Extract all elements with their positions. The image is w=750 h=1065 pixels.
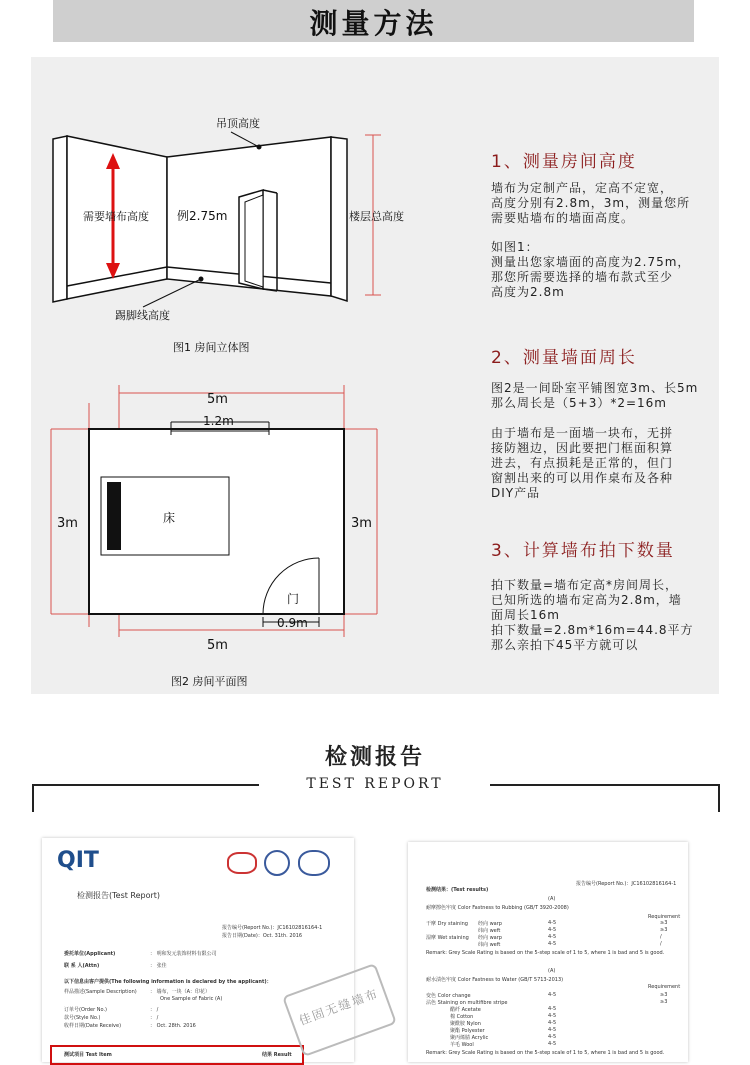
- plan-bottom-width: 5m: [207, 638, 228, 653]
- doc2-report-no: 报告编号(Report No.)：JC16102816164-1: [576, 881, 677, 887]
- door-width-label: 0.9m: [277, 616, 308, 630]
- doc2-color-change: 变色 Color change: [426, 993, 471, 999]
- doc1-report-no: 报告编号(Report No.)：JC16102816164-1: [222, 925, 323, 931]
- test-report-page1: [42, 838, 381, 1062]
- doc2-remark1: Remark: Grey Scale Rating is based on the 5-step scale of 1 to 5, where 1 is bad and 5 is good.: [426, 950, 665, 956]
- window-width-label: 1.2m: [203, 414, 234, 428]
- doc1-heading: 检测报告(Test Report): [77, 891, 161, 900]
- report-subtitle: TEST REPORT: [306, 776, 444, 792]
- doc1-test-item: 测试项目 Test Item: [64, 1052, 112, 1058]
- doc2-dry-warp: 经向 warp: [478, 921, 502, 927]
- doc1-date: 报告日期(Date)：Oct. 31th. 2016: [222, 933, 303, 939]
- cma-seal-icon: [227, 852, 257, 874]
- doc2-acrylic: 聚丙烯腈 Acrylic: [450, 1035, 489, 1041]
- plan-left-height: 3m: [57, 516, 78, 531]
- test-report-page2: [408, 842, 688, 1062]
- doc2-wet-weft-grade: 4-5: [548, 941, 557, 947]
- doc2-color-change-grade: 4-5: [548, 992, 557, 998]
- wall-height-label: 需要墙布高度: [83, 210, 149, 223]
- doc2-multifibre-req: ≥3: [660, 999, 668, 1005]
- doc2-remark2: Remark: Grey Scale Rating is based on the 5-step scale of 1 to 5, where 1 is bad and 5 is good.: [426, 1050, 665, 1056]
- bed-headboard: [107, 482, 121, 550]
- doc2-wet-warp: 经向 warp: [478, 935, 502, 941]
- doc1-receive-value: ： Oct. 28th. 2016: [150, 1023, 196, 1029]
- report-bracket-right: [490, 784, 720, 812]
- doc2-color-change-req: ≥3: [660, 992, 668, 998]
- doc1-attn-value: ： 张佳: [150, 963, 167, 969]
- doc2-wool: 羊毛 Wool: [450, 1042, 474, 1048]
- figure1-caption: 图1 房间立体图: [173, 341, 250, 354]
- doc2-wool-grade: 4-5: [548, 1041, 557, 1047]
- section1-example: 如图1： 测量出您家墙面的高度为2.75m， 那您所需要选择的墙布款式至少 高度为2.8m: [491, 240, 691, 299]
- doc1-order-value: ： /: [150, 1007, 159, 1013]
- section1-title: 1、测量房间高度: [491, 152, 637, 172]
- doc2-rubbing: 耐摩擦色牢度 Color Fastness to Rubbing (GB/T 3920-2008): [426, 905, 569, 911]
- doc2-dry-warp-req: ≥3: [660, 920, 668, 926]
- doc2-a2: (A): [548, 968, 556, 974]
- section3-body: 拍下数量=墙布定高*房间周长， 已知所选的墙布定高为2.8m，墙 面周长16m 拍下数量=2.8m*16m=44.8平方 那么亲拍下45平方就可以: [491, 578, 694, 652]
- doc2-acetate: 醋纤 Acetate: [450, 1007, 481, 1013]
- doc1-attn-label: 联 系 人(Attn): [64, 963, 100, 969]
- doc2-dry: 干摩 Dry staining: [426, 921, 468, 927]
- doc2-requirement1: Requirement: [648, 914, 681, 920]
- section2-example: 由于墙布是一面墙一块布，无拼 接防翘边，因此要把门框面积算 进去，有点损耗是正常的，但门 窗割出来的可以用作桌布及各种 DIY产品: [491, 426, 674, 500]
- section3-title: 3、计算墙布拍下数量: [491, 541, 675, 561]
- doc1-declared: 以下信息由客户提供(The following information is declared by the applicant)：: [64, 979, 272, 985]
- doc2-wet-weft: 纬向 weft: [478, 942, 501, 948]
- plan-right-height: 3m: [351, 516, 372, 531]
- doc2-dry-weft: 纬向 weft: [478, 928, 501, 934]
- doc1-sample-value2: One Sample of Fabric (A): [160, 996, 223, 1002]
- doc1-applicant-value: ： 明和发元装饰材料有限公司: [150, 951, 217, 957]
- doc2-cotton-grade: 4-5: [548, 1013, 557, 1019]
- doc2-cotton: 棉 Cotton: [450, 1014, 474, 1020]
- doc2-acetate-grade: 4-5: [548, 1006, 557, 1012]
- ceiling-height-label: 吊顶高度: [216, 117, 260, 130]
- doc2-a1: (A): [548, 896, 556, 902]
- doc1-sample-label: 样品描述(Sample Description): [64, 989, 137, 995]
- doc2-wet-warp-grade: 4-5: [548, 934, 557, 940]
- doc2-nylon: 聚酰胺 Nylon: [450, 1021, 481, 1027]
- banner-title: 测量方法: [309, 7, 438, 40]
- doc1-style-label: 款号(Style No.): [64, 1015, 101, 1021]
- baseboard-height-label: 踢脚线高度: [115, 309, 170, 322]
- report-title: 检测报告: [324, 744, 425, 770]
- floor-plan-diagram: [51, 385, 377, 688]
- doc2-wet-warp-req: /: [660, 934, 662, 940]
- total-height-label: 楼层总高度: [349, 210, 404, 223]
- cnas-seal-icon: [298, 850, 330, 876]
- qit-logo: QIT: [57, 848, 99, 873]
- doc1-result: 结果 Result: [262, 1052, 292, 1058]
- doc2-dry-warp-grade: 4-5: [548, 920, 557, 926]
- certification-seal-icon: [264, 850, 290, 876]
- doc2-requirement2: Requirement: [648, 984, 681, 990]
- doc2-water: 耐水渍色牢度 Color Fastness to Water (GB/T 5713-2013): [426, 977, 564, 983]
- doc2-dry-weft-grade: 4-5: [548, 927, 557, 933]
- figure2-caption: 图2 房间平面图: [171, 675, 248, 688]
- section2-title: 2、测量墙面周长: [491, 348, 637, 368]
- doc1-receive-label: 收样日期(Date Receive): [64, 1023, 122, 1029]
- report-bracket-left: [32, 784, 259, 812]
- watermark-text: 佳固无缝墙布: [297, 986, 381, 1028]
- doc1-sample-value: ： 墙布，一块（A：印花）: [150, 989, 211, 995]
- doc2-acrylic-grade: 4-5: [548, 1034, 557, 1040]
- measurement-panel: [31, 57, 719, 694]
- section2-body: 图2是一间卧室平铺图宽3m、长5m 那么周长是（5+3）*2=16m: [491, 381, 699, 410]
- door-label: 门: [287, 592, 300, 606]
- doc2-polyester: 聚酯 Polyester: [450, 1028, 485, 1034]
- doc2-multifibre: 沾色 Staining on multifibre stripe: [426, 1000, 508, 1006]
- header-banner: [53, 0, 694, 42]
- doc1-style-value: ： /: [150, 1015, 159, 1021]
- doc2-polyester-grade: 4-5: [548, 1027, 557, 1033]
- doc1-applicant-label: 委托单位(Applicant): [64, 951, 116, 957]
- doc1-order-label: 订单号(Order No.): [64, 1007, 108, 1013]
- section1-body: 墙布为定制产品，定高不定宽， 高度分别有2.8m，3m，测量您所 需要贴墙布的墙面高度。: [491, 181, 691, 225]
- doc2-dry-weft-req: ≥3: [660, 927, 668, 933]
- doc2-results: 检测结果：(Test results): [426, 887, 489, 893]
- doc2-wet: 湿摩 Wet staining: [426, 935, 469, 941]
- bed-label: 床: [163, 511, 176, 525]
- plan-top-width: 5m: [207, 392, 228, 407]
- doc2-nylon-grade: 4-5: [548, 1020, 557, 1026]
- example-height-label: 例2.75m: [177, 209, 228, 223]
- doc2-wet-weft-req: /: [660, 941, 662, 947]
- watermark-stamp: [282, 963, 397, 1057]
